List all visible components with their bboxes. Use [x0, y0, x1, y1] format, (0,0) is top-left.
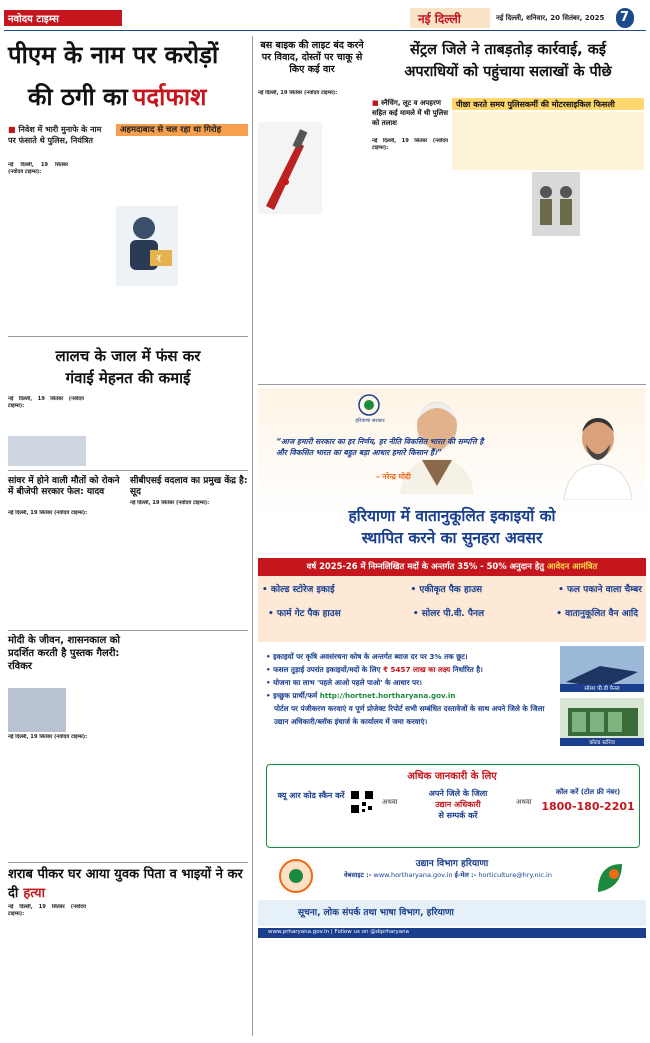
bike-body-side	[324, 122, 366, 214]
item-solar: • सोलर पी.वी. पैनल	[412, 609, 485, 619]
ad-footer-small: www.prharyana.gov.in | Follow us on @diprharyana	[268, 929, 410, 935]
sood-dateline: नई दिल्ली, 19 सितंबर (नवोदय टाइम्स):	[130, 500, 210, 506]
benefit-4: • इच्छुक प्रार्थी/फर्म http://hortnet.hortharyana.gov.in	[266, 691, 456, 700]
rule-col-left	[252, 36, 253, 1036]
ad-headline-line1: हरियाणा में वातानुकूलित इकाइयों को	[348, 507, 556, 525]
azadi-logo	[278, 858, 314, 894]
benefit-1: • इकाइयों पर कृषि अवसंरचना कोष के अन्तर्गत ब्याज दर पर 3% तक छूट।	[266, 652, 468, 661]
bike-body-bottom	[258, 218, 366, 380]
gallery-body-col2	[132, 634, 248, 858]
lalach-headline-line2: गंवाई मेहनत की कमाई	[65, 369, 191, 387]
police-photo	[532, 172, 580, 236]
lead-body-col1	[8, 162, 68, 332]
central-box-body	[452, 112, 644, 170]
bike-body-top	[258, 90, 366, 118]
dept-website[interactable]: www.hortharyana.gov.in	[373, 871, 453, 879]
qr-text: क्यू आर कोड स्कैन करें	[277, 791, 345, 800]
lalach-body-col3	[170, 396, 248, 466]
sanvar-body	[8, 510, 124, 626]
masthead	[0, 0, 650, 30]
central-body-col1	[372, 138, 448, 380]
central-headline-line2: अपराधियों को पहुंचाया सलाखों के पीछे	[404, 64, 612, 80]
dept-email[interactable]: horticulture@hry.nic.in	[478, 871, 552, 879]
benefit-target: ₹ 5457 लाख का लक्ष्य	[382, 665, 451, 674]
sharab-headline	[8, 864, 248, 902]
sharab-body-col3	[170, 904, 248, 1040]
gallery-body-col1	[68, 688, 128, 732]
svg-text:₹: ₹	[156, 255, 162, 265]
benefits-list	[266, 650, 556, 728]
rule-lalach	[8, 470, 248, 471]
lead-body-col2	[116, 138, 248, 204]
cm-portrait	[558, 404, 638, 500]
or-text-2: अथवा	[516, 798, 532, 806]
central-body-col3a	[582, 172, 644, 236]
central-box-title: पीछा करते समय पुलिसकर्मी की मोटरसाइकिल फिसली	[456, 100, 615, 109]
ad-footer: सूचना, लोक संपर्क तथा भाषा विभाग, हरियाणा	[298, 908, 454, 918]
rule-sanvar	[8, 630, 248, 631]
rule-lead	[8, 336, 248, 337]
ad-quote-author: – नरेन्द्र मोदी	[376, 472, 411, 481]
tollfree-number[interactable]: 1800-180-2201	[541, 800, 635, 813]
horticulture-logo	[592, 858, 628, 894]
lead-sub-label: अहमदाबाद से चल रहा था गिरोह	[120, 125, 222, 135]
item-ac-van: • वातानुकूलित वैन आदि	[556, 609, 638, 619]
sharab-body-col1	[8, 904, 86, 1040]
lalach-headline-line1: लालच के जाल में फंस कर	[55, 347, 201, 365]
scam-illustration	[116, 206, 178, 286]
items-row1	[262, 582, 642, 595]
sharab-headline-highlight: हत्या	[23, 886, 45, 901]
gallery-dateline: नई दिल्ली, 19 सितंबर (नवोदय टाइम्स):	[8, 734, 88, 740]
sanvar-headline: सांवर में होने वाली मौतों को रोकने में बीजेपी सरकार फेल: यादव	[8, 476, 120, 497]
brand-name: नवोदय टाइम्स	[8, 14, 59, 25]
central-bullet: ■ स्नैचिंग, लूट व अपहरण सहित कई मामले में थी पुलिस को तलाश	[372, 99, 448, 127]
sharab-headline-plain: शराब पीकर घर आया युवक पिता व भाइयों ने कर दी	[8, 867, 243, 901]
benefit-5: पोर्टल पर पंजीकरण करवाएं व पूर्ण प्रोजेक्ट रिपोर्ट सभी सम्बंधित दस्तावेजों के साथ अपने जिले के जिला उद्यान अधिकारी/ब्लॉक इंचार्ज के कार्यालय में जमा करवाएं।	[274, 704, 545, 726]
sood-headline: सीबीएसई वदलाव का प्रमुख केंद्र है: सूद	[130, 476, 248, 497]
benefit-3: • योजना का लाभ 'पहले आओ पहले पाओ' के आधार पर।	[266, 678, 422, 687]
central-body-col3	[532, 238, 644, 380]
sharab-body-col2	[88, 904, 166, 1040]
lalach-photo	[8, 436, 86, 466]
benefit-2: • फसल तुड़ाई उपरांत इकाइयों/मदों के लिए ₹ 5457 लाख का लक्ष्य निर्धारित है।	[266, 665, 483, 674]
rule-gallery	[8, 862, 248, 863]
item-cold-storage: • कोल्ड स्टोरेज इकाई	[262, 585, 335, 595]
sood-body	[130, 500, 248, 626]
item-ripening-chamber: • फल पकाने वाला चैम्बर	[558, 585, 642, 595]
lead-body-col3	[180, 206, 248, 334]
lead-dateline: नई दिल्ली, 19 सितंबर (नवोदय टाइम्स):	[8, 162, 68, 176]
item-farm-gate: • फार्म गेट पैक हाउस	[268, 609, 341, 619]
or-text-1: अथवा	[382, 798, 398, 806]
lead-body-col1b	[70, 162, 112, 332]
knife-illustration	[258, 122, 322, 214]
gallery-body	[8, 734, 130, 858]
cold-storage-photo	[560, 698, 644, 742]
bike-dateline: नई दिल्ली, 19 सितंबर (नवोदय टाइम्स):	[258, 90, 338, 96]
lalach-dateline: नई दिल्ली, 19 सितंबर (नवोदय टाइम्स):	[8, 396, 84, 410]
lead-headline-line1: पीएम के नाम पर करोड़ों	[8, 41, 219, 69]
central-bullet-text: स्नैचिंग, लूट व अपहरण सहित कई मामले में थी पुलिस को तलाश	[372, 99, 448, 127]
lead-bullet-text: निवेश में भारी मुनाफे के नाम पर फंसाते थे पुलिस, नियंत्रित	[8, 125, 102, 145]
portal-url[interactable]: http://hortnet.hortharyana.gov.in	[319, 691, 456, 700]
edition-tab: नई दिल्ली	[418, 12, 461, 26]
ad-headline-line2: स्थापित करने का सुनहरा अवसर	[361, 529, 543, 547]
solar-caption: सोलर पी.वी पैनल	[560, 684, 644, 692]
bike-headline: बस बाइक की लाइट बंद करने पर विवाद, दोस्तों पर चाकू से किए कई वार	[260, 40, 364, 75]
central-headline-line1: सेंट्रल जिले ने ताबड़तोड़ कार्रवाई, कई	[410, 42, 606, 58]
sanvar-dateline: नई दिल्ली, 19 सितंबर (नवोदय टाइम्स):	[8, 510, 88, 516]
haryana-emblem	[358, 394, 380, 416]
dept-name: उद्यान विभाग हरियाणा	[415, 859, 489, 869]
ad-panel	[258, 388, 646, 1038]
lead-headline-highlight: पर्दाफाश	[132, 83, 207, 111]
dept-contact: वेबसाइट :- www.hortharyana.gov.in ई-मेल :- horticulture@hry.nic.in	[344, 871, 552, 879]
gallery-photo	[8, 688, 66, 732]
masthead-rule	[4, 30, 646, 31]
lead-headline-plain: की ठगी का	[28, 83, 128, 111]
info-header: अधिक जानकारी के लिए	[407, 771, 497, 782]
lead-bullet: ■ निवेश में भारी मुनाफे के नाम पर फंसाते थे पुलिस, नियंत्रित	[8, 125, 102, 145]
sharab-dateline: नई दिल्ली, 19 सितंबर (नवोदय टाइम्स):	[8, 904, 86, 918]
gallery-headline: मोदी के जीवन, शासनकाल को प्रदर्शित करती है पुस्तक गैलरी: रविकर	[8, 635, 121, 672]
lalach-body-col2	[88, 396, 166, 466]
district-contact: अपने जिले के जिला उद्यान अधिकारी से सम्पर्क करें	[428, 789, 488, 820]
cold-storage-caption: कोल्ड स्टोरेज	[560, 738, 644, 746]
central-dateline: नई दिल्ली, 19 सितंबर (नवोदय टाइम्स):	[372, 138, 448, 152]
ad-govt-label: हरियाणा सरकार	[355, 418, 385, 424]
central-body-col2	[452, 138, 528, 380]
dateline: नई दिल्ली, शनिवार, 20 सितंबर, 2025	[496, 14, 605, 22]
tollfree-label: कॉल करें (टोल फ्री नंबर)	[555, 788, 621, 796]
lead-headline-line2	[28, 82, 248, 118]
ad-quote: “आज हमारी सरकार का हर निर्णय, हर नीति विकसित भारत की सम्पत्ति है और विकसित भारत का बहुत बड़ा आधार हमारे किसान हैं।”	[276, 437, 484, 457]
page-number: 7	[620, 10, 630, 25]
item-pack-house: • एकीकृत पैक हाउस	[410, 585, 483, 595]
subsidy-bar-text	[258, 561, 646, 572]
subsidy-bar-highlight: आवेदन आमंत्रित	[546, 561, 598, 571]
subsidy-bar-plain: वर्ष 2025-26 में निम्नलिखित मदों के अन्तर्गत 35% - 50% अनुदान हेतु	[306, 561, 545, 571]
qr-code-icon[interactable]	[350, 790, 374, 814]
rule-top-right	[258, 384, 646, 385]
items-row2	[268, 606, 638, 619]
